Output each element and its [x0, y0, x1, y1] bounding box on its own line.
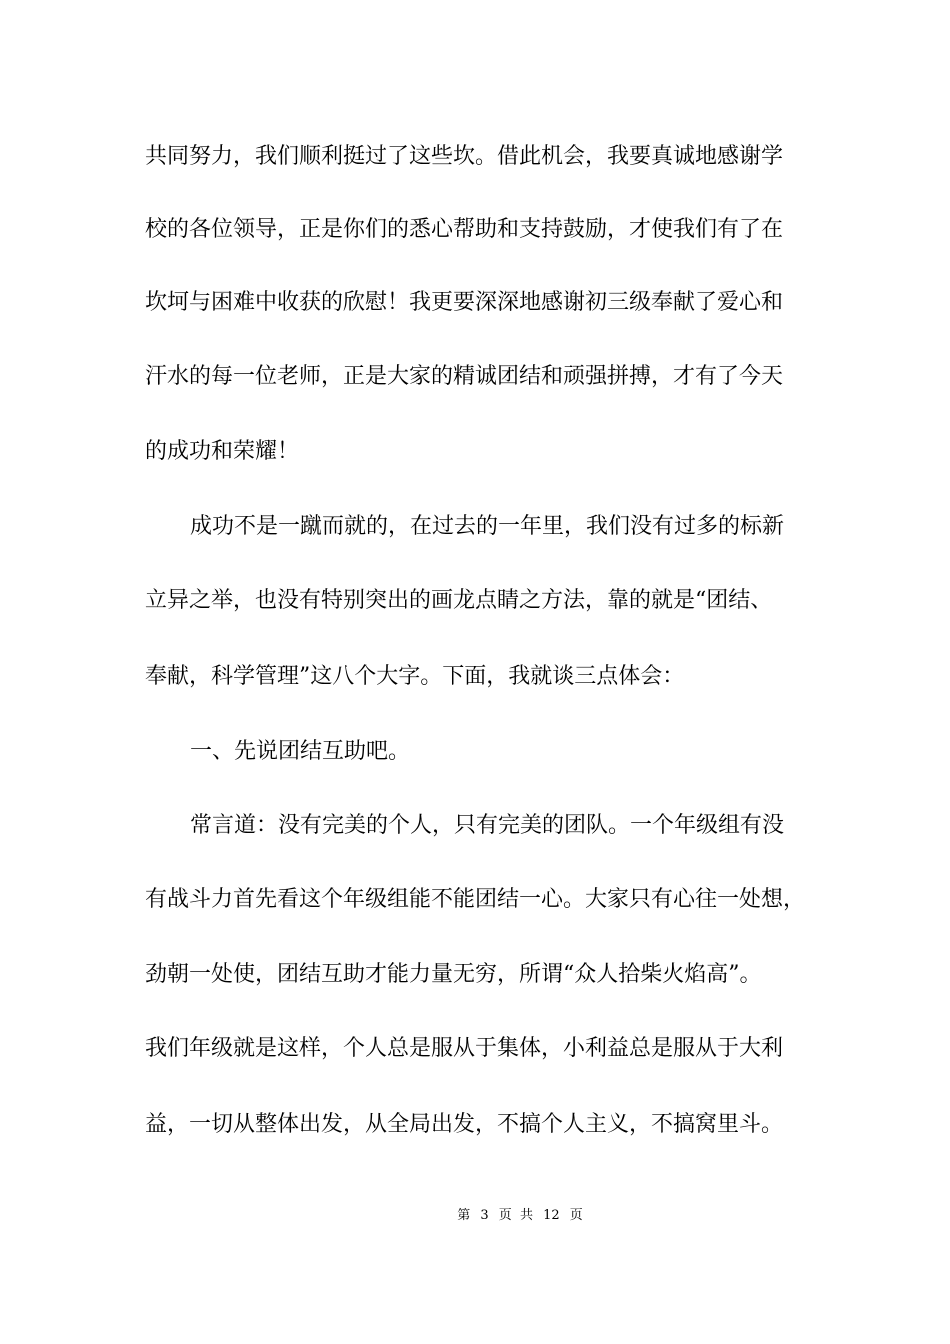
paragraph-4-line-2: 有战斗力首先看这个年级组能不能团结一心。大家只有心往一处想，	[145, 887, 806, 912]
paragraph-1-line-2: 校的各位领导，正是你们的悉心帮助和支持鼓励，才使我们有了在	[145, 217, 784, 242]
paragraph-4-line-1: 常言道：没有完美的个人，只有完美的团队。一个年级组有没	[190, 813, 785, 838]
paragraph-4-line-4: 我们年级就是这样，个人总是服从于集体，小利益总是服从于大利	[145, 1036, 784, 1061]
paragraph-1-line-5: 的成功和荣耀！	[145, 439, 300, 464]
current-page-number: 3	[480, 1208, 489, 1223]
paragraph-4-line-3: 劲朝一处使，团结互助才能力量无穷，所谓“众人拾柴火焰高”。	[145, 962, 762, 987]
paragraph-1-line-4: 汗水的每一位老师，正是大家的精诚团结和顽强拼搏，才有了今天	[145, 364, 784, 389]
paragraph-2-line-1: 成功不是一蹴而就的，在过去的一年里，我们没有过多的标新	[190, 514, 785, 539]
paragraph-1-line-1: 共同努力，我们顺利挺过了这些坎。借此机会，我要真诚地感谢学	[145, 144, 784, 169]
footer-word-gong: 共	[519, 1208, 533, 1223]
total-page-count: 12	[543, 1208, 560, 1223]
paragraph-4-line-5: 益，一切从整体出发，从全局出发，不搞个人主义，不搞窝里斗。	[145, 1112, 784, 1137]
footer-word-di: 第	[457, 1208, 471, 1223]
paragraph-1-line-3: 坎坷与困难中收获的欣慰！我更要深深地感谢初三级奉献了爱心和	[145, 290, 784, 315]
footer-word-ye: 页	[498, 1208, 512, 1223]
paragraph-2-line-3: 奉献，科学管理”这八个大字。下面，我就谈三点体会：	[145, 664, 685, 689]
section-heading-unity: 一、先说团结互助吧。	[190, 739, 411, 764]
footer-word-ye-end: 页	[569, 1208, 583, 1223]
page-footer	[0, 1207, 950, 1225]
page-number-indicator	[455, 1207, 585, 1225]
paragraph-2-line-2: 立异之举，也没有特别突出的画龙点睛之方法，靠的就是“团结、	[145, 588, 773, 613]
